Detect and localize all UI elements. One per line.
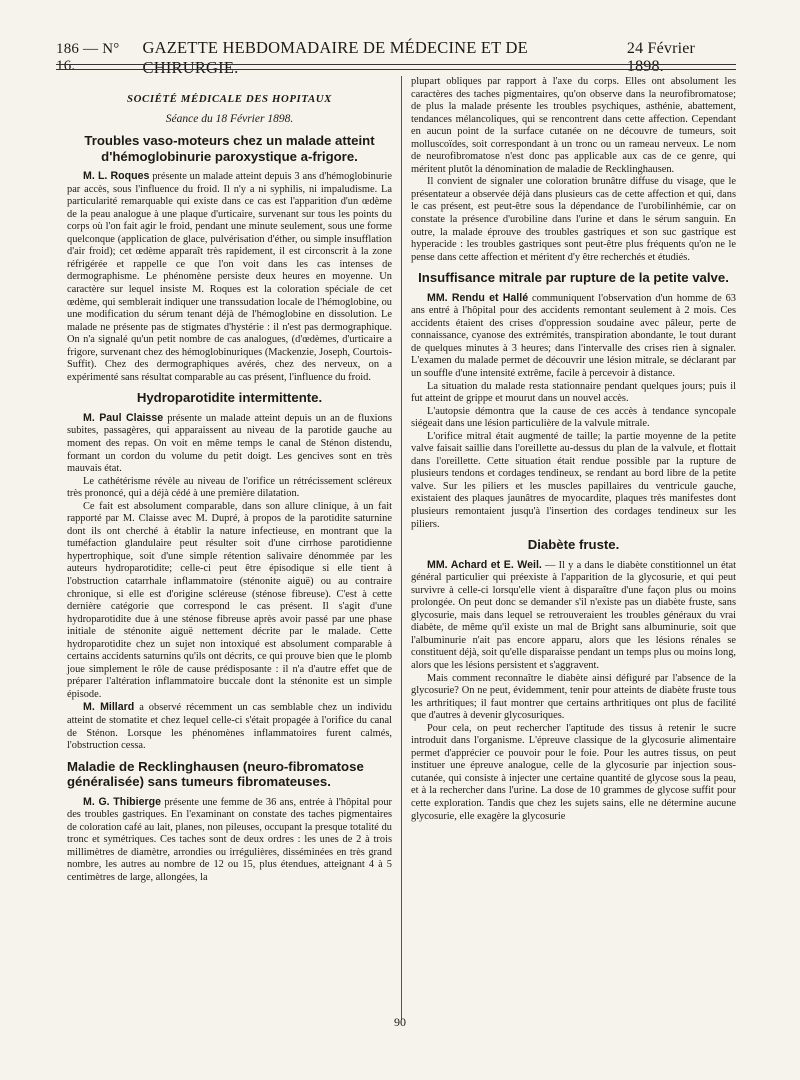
header-rule-bottom [56,69,736,70]
article-paragraph: La situation du malade resta stationnaire pendant quelques jours; puis il fut atteint de grippe et mourut dans un nouvel accès. [411,380,736,405]
article-title-diabete-fruste: Diabète fruste. [527,537,620,553]
author-name: M. L. Roques [83,170,150,183]
author-name: MM. Achard et E. Weil. [427,558,542,571]
right-column [411,76,736,823]
page-number: 186 — N° 16. [56,41,120,74]
running-header [56,38,736,77]
article-paragraph: MM. Achard et E. Weil. — Il y a dans le diabète constitionnel un état général particulier qui préexiste à l'apparition de la glycosurie, et qui peut survivre à celle-ci lorsqu'elle vient à disparaître d'une façon plus ou moins prolongée. On peut donc se demander s'il n'existe pas un diabète fruste, sans glycosurie, mais dans lequel se retrouveraient les troubles généraux du vrai diabète, de même qu'il existe un mal de Bright sans albuminurie, soit que l'albuminurie n'ait pas encore apparu, alors que les lésions rénales se constituent déjà, soit qu'elle disparaisse pendant un temps plus ou moins long, alors que les lésions persistent et s'aggravent. [411,558,736,671]
article-title-vaso-moteurs: Troubles vaso-moteurs chez un malade atteint d'hémoglobinurie paroxystique a-frigore. [84,133,375,164]
journal-title: GAZETTE HEBDOMADAIRE DE MÉDECINE ET DE CHIRURGIE. [142,38,528,77]
left-column [67,76,392,884]
society-name: SOCIÉTÉ MÉDICALE DES HOPITAUX [127,93,332,105]
article-paragraph: L'autopsie démontra que la cause de ces accès à tendance syncopale siégeait dans une lésion particulière de la valvule mitrale. [411,405,736,430]
article-paragraph: plupart obliques par rapport à l'axe du corps. Elles ont absolument les caractères des taches pigmentaires, qu'on observe dans la neurofibromatose; de plus la malade présente les troubles psychiques, asthénie, abattement, tendances mélancoliques, qui se rencontrent dans cette affection. Cependant en aucun point de la surface cutanée on ne découvre de tumeurs, soit molluscoïdes, soit correspondant à un tronc ou un rameau nerveux. Le nom de neurofibromatose n'est donc pas applicable aux cas de ce genre, qui méritent plutôt la dénomination de maladie de Recklinghausen. [411,76,736,175]
article-paragraph: L'orifice mitral était augmenté de taille; la partie moyenne de la petite valve faisait saillie dans l'oreillette au-dessus du plan de la valvule, et flottait dans l'oreillette. Cette situation était rendue possible par la rupture de plusieurs tendons et cordages tendineux, se rendant au bord libre de la petite valve. Sur les piliers et les muscles papillaires du ventricule gauche, existaient des plaques jaunâtres de myocardite, plaques très manifestes dont plusieurs remontaient jusqu'à l'insertion des cordages tendineux sur les piliers. [411,430,736,530]
article-paragraph: Il convient de signaler une coloration brunâtre diffuse du visage, que le présentateur a observée déjà dans plusieurs cas de cette affection et qui, dans le cas présent, est peut-être sous la dépendance de l'urobilinhémie, car on constate la présence d'urobiline dans l'urine et dans le sérum sanguin. En outre, la malade éprouve des troubles gastriques et son suc gastrique est hyperacide : les troubles gastriques sont peut-être plus fréquents qu'on ne le pense dans cette affection et méritent d'y être recherchés et étudiés. [411,176,736,263]
article-paragraph: M. Paul Claisse présente un malade atteint depuis un an de fluxions subites, passagères, qui apparaissent au niveau de la parotide gauche au moment des repas. On voit en même temps le canal de Sténon distendu, formant un cordon du volume du petit doigt. Les gencives sont en très mauvais état. [67,411,393,475]
issue-date: 24 Février 1898. [626,40,696,75]
article-paragraph: Mais comment reconnaître le diabète ainsi défiguré par l'absence de la glycosurie? On ne peut, évidemment, tenir pour atteints de diabète fruste tous les arthritiques; il faut montrer que certains arthritiques ont plus de facilité que d'autres à devenir glycosuriques. [411,672,736,722]
column-divider [401,76,402,1020]
article-title-recklinghausen: Maladie de Recklinghausen (neuro-fibromatose généralisée) sans tumeurs fibromateuses. [67,758,364,790]
article-paragraph: Le cathétérisme révèle au niveau de l'orifice un rétrécissement scléreux très prononcé, qui a déjà cédé à une première dilatation. [67,475,392,500]
article-paragraph: MM. Rendu et Hallé communiquent l'observation d'un homme de 63 ans entré à l'hôpital pour des accidents remontant seulement à 2 mois. Ces accidents étaient des crises d'oppression soudaine avec pâleur, perte de connaissance, cyanose des extrémités, transpiration abondante, le tout durant de quelques minutes à 3 heures; dans l'intervalle des crises rien à signaler. L'examen du malade permet de découvrir une lésion mitrale, se déclarant par un souffle d'une intensité extrême, facile à percevoir à distance. [411,291,736,379]
author-name: M. Paul Claisse [83,411,164,424]
article-title-hydroparotidite: Hydroparotidite intermittente. [136,390,323,406]
article-title-insuffisance-mitrale: Insuffisance mitrale par rupture de la petite valve. [418,270,729,286]
session-date: Séance du 18 Février 1898. [165,112,294,125]
author-name: M. Millard [83,701,135,714]
page-folio: 90 [394,1015,406,1029]
article-paragraph: M. L. Roques présente un malade atteint depuis 3 ans d'hémoglobinurie par accès, sous l'influence du froid. Il n'y a ni syphilis, ni impaludisme. La particularité remarquable qui existe dans ce cas est l'apparition d'un œdème de la peau analogue à une plaque d'urticaire, survenant sur tous les points du corps où l'on fait agir le froid, pendant une minute seulement, sous une forme quelconque (application de glace, pulvérisation d'éther, ou simple insufflation d'air froid); cet œdème apparaît très rapidement, il est circonscrit à la zone réfrigérée et rappelle ce que l'on voit dans les cas intenses de dermographisme. Le phénomène persiste deux heures en moyenne. Un caractère sur lequel insiste M. Roques est la coloration spéciale de cet œdème, qui semblerait indiquer une transsudation locale de l'hémoglobine, ou une modification du sérum tenant déjà de l'hémoglobine en dissolution. Le malade ne présente pas de stigmates d'hystérie : il n'est pas dermographique. On n'a signalé qu'un petit nombre de cas analogues, (d'œdèmes, d'urticaire a frigore, survenant chez des hémoglobinuriques (Mackenzie, Joseph, Courtois-Suffit). Chez des dermographiques avérés, chez des nerveux, on a expérimenté sans résultat comparable au cas présent, l'influence du froid. [67,170,392,383]
article-paragraph: M. G. Thibierge présente une femme de 36 ans, entrée à l'hôpital pour des troubles gastriques. En l'examinant on constate des taches pigmentaires de coloration café au lait, planes, non pileuses, occupant la presque totalité du tronc et symétriques. Ces taches sont de deux ordres : les unes de 2 à trois millimètres de diamètre, arrondies ou irrégulières, disséminées en très grand nombre, les autres au nombre de 12 ou 15, plus étendues, atteignant 4 à 5 centimètres de large, allongées, la [67,795,393,883]
article-paragraph: M. Millard a observé récemment un cas semblable chez un individu atteint de stomatite et chez lequel celle-ci s'était propagée à l'orifice du canal de Sténon. Lorsque les phénomènes inflammatoires furent calmés, l'obstruction cessa. [67,701,392,752]
header-rule-top [56,64,736,65]
author-name: MM. Rendu et Hallé [427,291,529,304]
article-paragraph: Pour cela, on peut rechercher l'aptitude des tissus à retenir le sucre introduit dans l'organisme. L'épreuve classique de la glycosurie alimentaire permet d'apprécier ce pouvoir pour le foie. Pour les autres tissus, on peut instituer une épreuve analogue, celle de la glycosurie par injection sous-cutanée, qui consiste à injecter une certaine quantité de glycose sous la peau, et à la rechercher dans l'urine. La dose de 10 grammes de glycose suffit pour cette exploration. Tandis que chez les sujets sains, elle ne détermine aucune glycosurie, elle exagère la glycosurie [411,722,736,822]
author-name: M. G. Thibierge [83,795,161,808]
article-paragraph: Ce fait est absolument comparable, dans son allure clinique, à un fait rapporté par M. Claisse avec M. Dupré, à propos de la parotidite saturnine dont ils ont cherché à établir la nature infectieuse, en montrant que la tuméfaction glandulaire peut résulter soit d'une cirrhose parotidienne hypertrophique, soit d'une simple rétention salivaire dénommée par les auteurs hydroparotidite; celle-ci peut être épisodique si elle tient à l'obstruction catarrhale inflammatoire (sténonite aiguë) ou au contraire chronique, si elle est d'origine scléreuse (sténose fibreuse). C'est à cette dernière catégorie que correspond le cas présent. Il s'agit d'une hydroparotidite due à une sténose fibreuse après avoir passé par une phase initiale de sténonite aiguë nettement décrite par le malade. Cette hydroparotidite chez un sujet non intoxiqué est absolument comparable à certains accidents saturnins qu'ils ont décrits, ce qui prouve bien que le plomb joue simplement le rôle de cause prédisposante : il n'a d'autre effet que de préparer l'altération inflammatoire buccale dont la sténonite est un simple épisode. [67,500,392,700]
